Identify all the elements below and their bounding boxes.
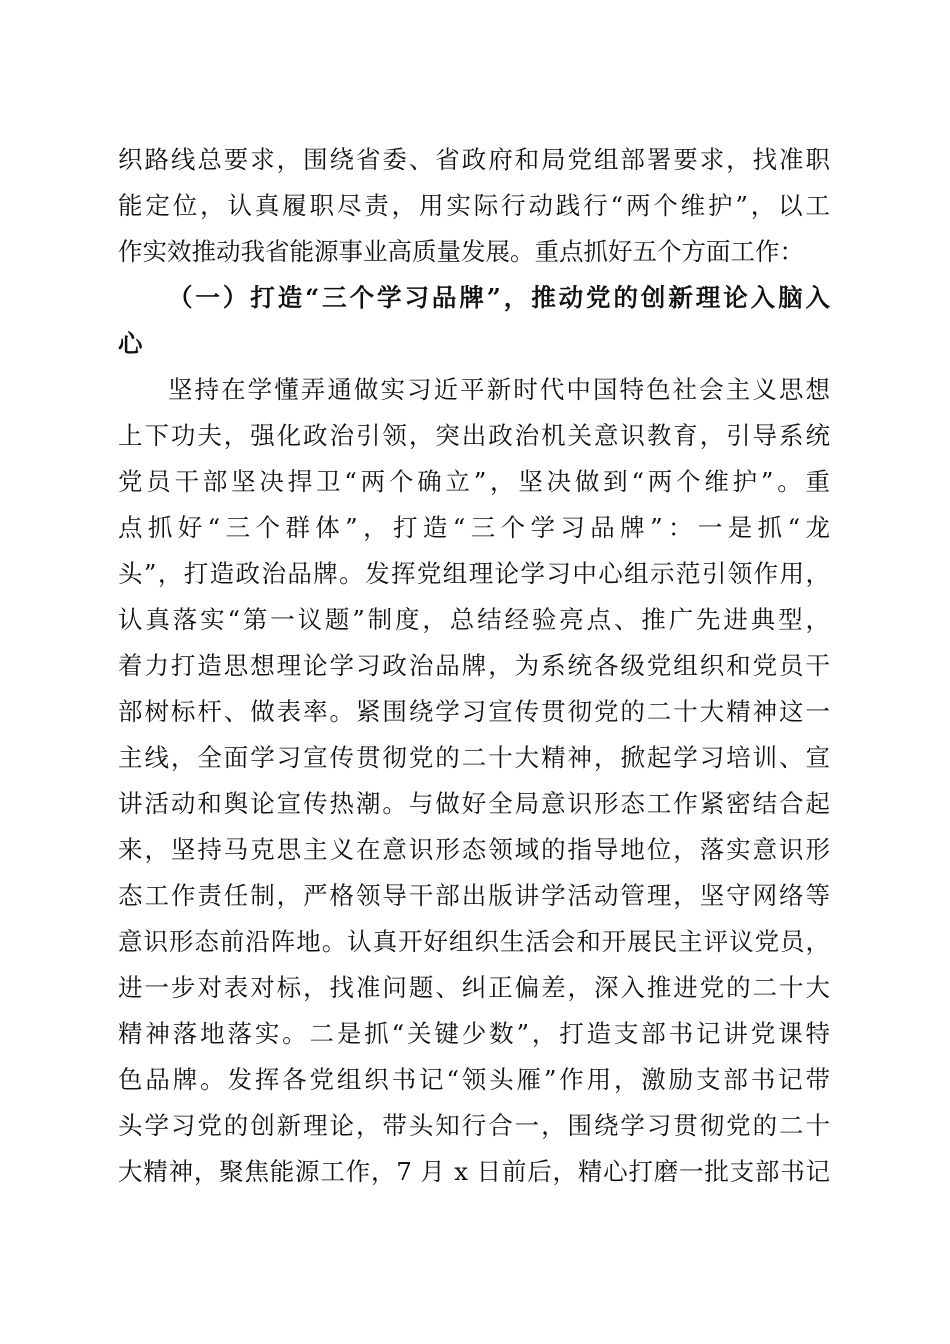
intro-line: 能定位，认真履职尽责，用实际行动践行“两个维护”，以工 xyxy=(118,191,830,220)
body-line: 头”，打造政治品牌。发挥党组理论学习中心组示范引领作用， xyxy=(118,559,830,588)
body-line: 精神落地落实。二是抓“关键少数”，打造支部书记讲党课特 xyxy=(118,1019,830,1048)
body-line: 意识形态前沿阵地。认真开好组织生活会和开展民主评议党员， xyxy=(118,927,830,956)
section-heading-line: 心 xyxy=(118,329,143,358)
body-line: 大精神，聚焦能源工作，7 月 x 日前后，精心打磨一批支部书记 xyxy=(118,1157,830,1186)
body-line: 着力打造思想理论学习政治品牌，为系统各级党组织和党员干 xyxy=(118,651,830,680)
section-heading-line: （一）打造“三个学习品牌”，推动党的创新理论入脑入 xyxy=(168,283,830,312)
body-line: 党员干部坚决捍卫“两个确立”，坚决做到“两个维护”。重 xyxy=(118,467,830,496)
body-line: 主线，全面学习宣传贯彻党的二十大精神，掀起学习培训、宣 xyxy=(118,743,830,772)
body-line: 进一步对表对标，找准问题、纠正偏差，深入推进党的二十大 xyxy=(118,973,830,1002)
body-line: 部树标杆、做表率。紧围绕学习宣传贯彻党的二十大精神这一 xyxy=(118,697,830,726)
intro-line: 作实效推动我省能源事业高质量发展。重点抓好五个方面工作： xyxy=(118,237,804,266)
body-line: 坚持在学懂弄通做实习近平新时代中国特色社会主义思想 xyxy=(168,375,830,404)
body-line: 点抓好“三个群体”，打造“三个学习品牌”：一是抓“龙 xyxy=(118,513,830,542)
body-line: 色品牌。发挥各党组织书记“领头雁”作用，激励支部书记带 xyxy=(118,1065,830,1094)
body-line: 态工作责任制，严格领导干部出版讲学活动管理，坚守网络等 xyxy=(118,881,830,910)
intro-line: 织路线总要求，围绕省委、省政府和局党组部署要求，找准职 xyxy=(118,145,830,174)
body-line: 来，坚持马克思主义在意识形态领域的指导地位，落实意识形 xyxy=(118,835,830,864)
body-line: 上下功夫，强化政治引领，突出政治机关意识教育，引导系统 xyxy=(118,421,830,450)
body-line: 讲活动和舆论宣传热潮。与做好全局意识形态工作紧密结合起 xyxy=(118,789,830,818)
body-line: 头学习党的创新理论，带头知行合一，围绕学习贯彻党的二十 xyxy=(118,1111,830,1140)
body-line: 认真落实“第一议题”制度，总结经验亮点、推广先进典型， xyxy=(118,605,830,634)
